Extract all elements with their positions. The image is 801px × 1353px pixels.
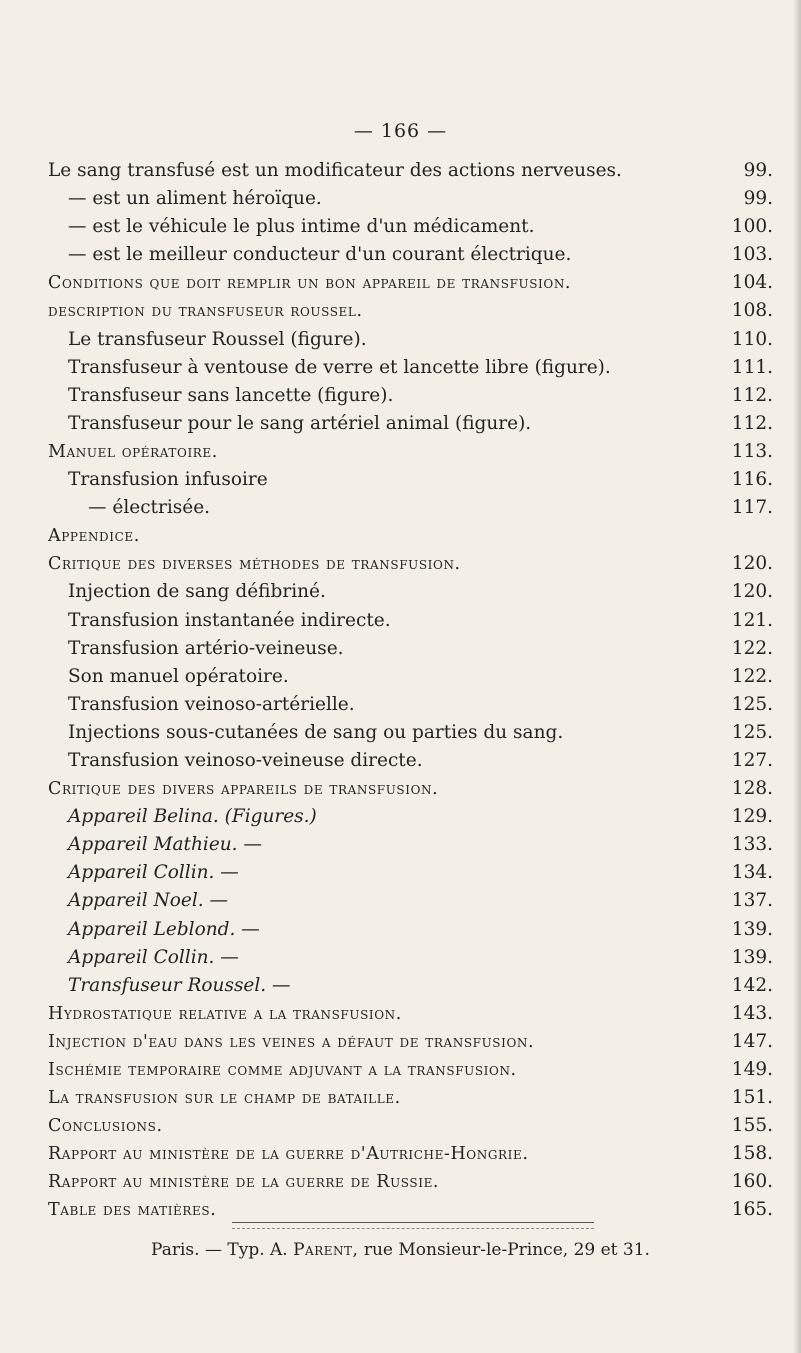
- toc-entry: [48, 831, 773, 859]
- toc-entry-page: 108.: [731, 300, 773, 322]
- toc-entry-page: 147.: [731, 1030, 773, 1052]
- toc-entry-label: description du transfuseur roussel.: [48, 301, 363, 322]
- toc-entry: [48, 185, 773, 213]
- toc-entry-page: 133.: [731, 834, 773, 856]
- toc-entry-label: Conclusions.: [48, 1116, 163, 1137]
- toc-entry-page: 151.: [731, 1087, 773, 1109]
- footer-rule-dashed: [232, 1228, 594, 1229]
- toc-entry: [48, 607, 773, 635]
- toc-entry: [48, 466, 773, 494]
- toc-entry: [48, 1112, 773, 1140]
- toc-entry: [48, 297, 773, 325]
- imprint-typ: — Typ. A.: [204, 1240, 288, 1260]
- toc-entry-label: Injection d'eau dans les veines a défaut de transfusion.: [48, 1031, 535, 1052]
- toc-entry-page: 100.: [731, 216, 773, 238]
- toc-entry-label: Transfusion instantanée indirecte.: [68, 609, 391, 631]
- toc-entry-label: Appendice.: [48, 526, 140, 547]
- toc-entry: [48, 691, 773, 719]
- toc-entry-label: Appareil Leblond. —: [68, 918, 260, 940]
- toc-entry: [48, 663, 773, 691]
- toc-entry: [48, 1056, 773, 1084]
- toc-entry-page: 122.: [731, 637, 773, 659]
- toc-entry-page: 122.: [731, 665, 773, 687]
- toc-entry-label: Transfuseur à ventouse de verre et lancette libre (figure).: [68, 356, 611, 378]
- toc-entry-label: Transfusion veinoso-artérielle.: [68, 693, 355, 715]
- toc-entry: [48, 916, 773, 944]
- imprint-city: Paris.: [151, 1240, 200, 1260]
- toc-entry-label: Son manuel opératoire.: [68, 665, 289, 687]
- toc-entry: [48, 747, 773, 775]
- toc-entry-page: 103.: [731, 244, 773, 266]
- toc-entry-page: 112.: [731, 412, 773, 434]
- toc-entry: [48, 241, 773, 269]
- toc-entry-label: Appareil Mathieu. —: [68, 834, 262, 856]
- toc-entry-page: 128.: [731, 778, 773, 800]
- toc-entry-page: 158.: [731, 1143, 773, 1165]
- toc-entry-label: Transfuseur pour le sang artériel animal (figure).: [68, 412, 532, 434]
- toc-entry-page: 112.: [731, 384, 773, 406]
- toc-entry: [48, 382, 773, 410]
- toc-entry-page: 99.: [743, 160, 773, 181]
- toc-entry: [48, 859, 773, 887]
- toc-entry: [48, 1140, 773, 1168]
- toc-entry: [48, 887, 773, 915]
- toc-entry: [48, 438, 773, 466]
- printer-imprint: [0, 1240, 801, 1260]
- toc-entry-label: Rapport au ministère de la guerre d'Autriche-Hongrie.: [48, 1144, 529, 1165]
- toc-entry-label: Appareil Collin. —: [68, 946, 239, 968]
- toc-entry-page: 110.: [731, 328, 773, 350]
- toc-entry: [48, 1000, 773, 1028]
- toc-entry: [48, 1084, 773, 1112]
- toc-entry-page: 139.: [731, 946, 773, 968]
- toc-entry-label: — est le meilleur conducteur d'un courant électrique.: [68, 244, 572, 266]
- toc-entry-page: 134.: [731, 862, 773, 884]
- toc-entry-page: 120.: [731, 553, 773, 575]
- toc-entry-page: 165.: [731, 1199, 773, 1221]
- toc-entry-page: 155.: [731, 1115, 773, 1137]
- toc-entry-label: Appareil Belina. (Figures.): [68, 806, 317, 828]
- toc-entry: [48, 578, 773, 606]
- imprint-printer: Parent,: [293, 1240, 359, 1260]
- toc-entry-page: 99.: [743, 188, 773, 210]
- toc-entry-page: 120.: [731, 581, 773, 603]
- toc-entry-label: Injections sous-cutanées de sang ou parties du sang.: [68, 721, 564, 743]
- toc-entry-label: Conditions que doit remplir un bon appareil de transfusion.: [48, 273, 572, 294]
- toc-entry-label: Table des matières.: [48, 1200, 217, 1221]
- toc-entry-label: Le sang transfusé est un modificateur des actions nerveuses.: [48, 160, 622, 181]
- imprint-address: rue Monsieur-le-Prince, 29 et 31.: [363, 1240, 650, 1260]
- toc-entry-label: — est un aliment héroïque.: [68, 188, 322, 210]
- toc-entry-page: 149.: [731, 1059, 773, 1080]
- toc-entry-page: 116.: [731, 469, 773, 491]
- toc-entry-page: 143.: [731, 1002, 773, 1024]
- toc-entry-page: 137.: [731, 890, 773, 912]
- toc-entry-label: Injection de sang défibriné.: [68, 581, 326, 603]
- footer-rule: [232, 1222, 594, 1223]
- toc-entry: [48, 550, 773, 578]
- toc-entry-label: Manuel opératoire.: [48, 441, 218, 462]
- toc-entry-label: La transfusion sur le champ de bataille.: [48, 1088, 401, 1109]
- table-of-contents: [48, 157, 773, 1225]
- page-number: — 166 —: [353, 120, 448, 142]
- toc-entry-label: Critique des diverses méthodes de transfusion.: [48, 554, 461, 575]
- toc-entry-label: Transfusion artério-veineuse.: [68, 637, 344, 659]
- toc-entry-label: Critique des divers appareils de transfusion.: [48, 779, 439, 800]
- toc-entry: [48, 775, 773, 803]
- toc-entry: [48, 1028, 773, 1056]
- toc-entry-page: 117.: [731, 497, 773, 519]
- toc-entry-label: Transfusion veinoso-veineuse directe.: [68, 749, 423, 771]
- toc-entry-page: 113.: [731, 440, 773, 462]
- toc-entry-label: Rapport au ministère de la guerre de Russie.: [48, 1172, 440, 1193]
- toc-entry: [48, 719, 773, 747]
- toc-entry-page: 129.: [731, 806, 773, 828]
- toc-entry: [48, 410, 773, 438]
- toc-entry-label: Transfuseur sans lancette (figure).: [68, 384, 394, 406]
- toc-entry-label: Transfuseur Roussel. —: [68, 974, 291, 996]
- toc-entry: [48, 269, 773, 297]
- toc-entry: [48, 944, 773, 972]
- toc-entry: [48, 522, 773, 550]
- toc-entry-page: 160.: [731, 1171, 773, 1193]
- toc-entry-page: 104.: [731, 272, 773, 294]
- toc-entry: [48, 354, 773, 382]
- toc-entry-label: Appareil Noel. —: [68, 890, 229, 912]
- toc-entry: [48, 157, 773, 185]
- toc-entry-page: 139.: [731, 918, 773, 940]
- toc-entry: [48, 803, 773, 831]
- toc-entry-page: 127.: [731, 749, 773, 771]
- toc-entry-page: 125.: [731, 721, 773, 743]
- toc-entry: [48, 494, 773, 522]
- toc-entry-page: 111.: [731, 356, 773, 378]
- toc-entry-page: 121.: [731, 609, 773, 631]
- toc-entry-label: Le transfuseur Roussel (figure).: [68, 328, 367, 350]
- toc-entry: [48, 1196, 773, 1224]
- toc-entry: [48, 326, 773, 354]
- toc-entry-label: Hydrostatique relative a la transfusion.: [48, 1003, 402, 1024]
- toc-entry: [48, 972, 773, 1000]
- toc-entry-page: 142.: [731, 974, 773, 996]
- toc-entry-label: — électrisée.: [88, 497, 211, 519]
- toc-entry: [48, 1168, 773, 1196]
- toc-entry-label: — est le véhicule le plus intime d'un médicament.: [68, 216, 535, 238]
- toc-entry: [48, 635, 773, 663]
- page-edge-shadow: [793, 0, 801, 1353]
- toc-entry-label: Ischémie temporaire comme adjuvant a la transfusion.: [48, 1060, 517, 1080]
- toc-entry: [48, 213, 773, 241]
- toc-entry-label: Transfusion infusoire: [68, 469, 268, 491]
- toc-entry-label: Appareil Collin. —: [68, 862, 239, 884]
- toc-entry-page: 125.: [731, 693, 773, 715]
